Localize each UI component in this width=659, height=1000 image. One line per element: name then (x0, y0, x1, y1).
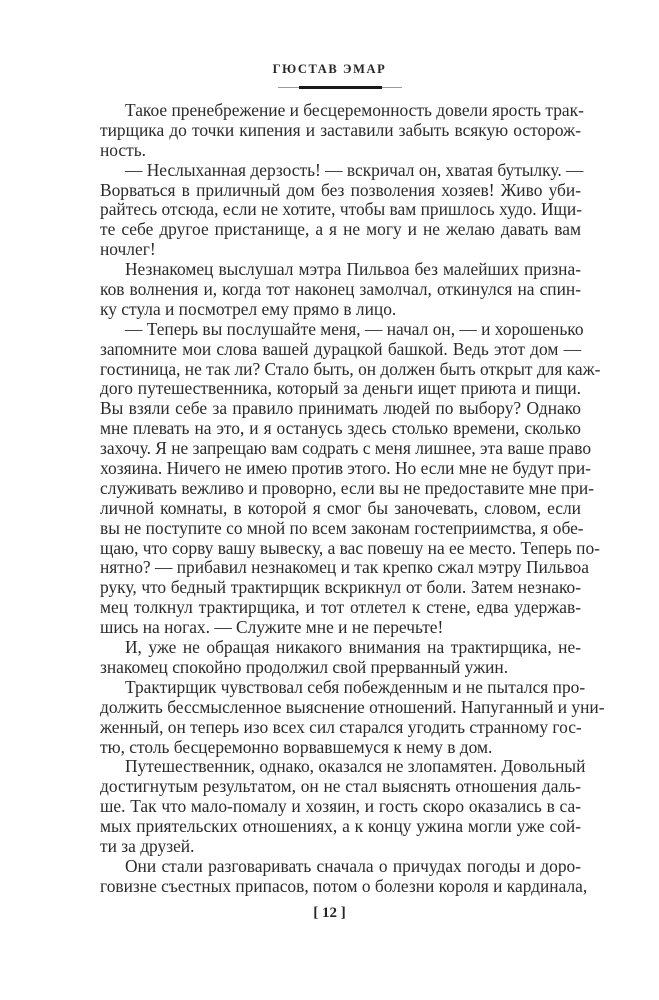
text-line: запомните мои слова вашей дурацкой башкой. Ведь этот дом — (100, 338, 581, 359)
text-line: тю, столь бесцеремонно ворвавшемуся к нему в дом. (100, 736, 493, 757)
text-line: гостиница, не так ли? Стало быть, он должен быть открыт для каж- (100, 358, 601, 379)
text-line: ков волнения и, когда тот наконец замолчал, откинулся на спин- (100, 279, 581, 300)
text-line: — Теперь вы послушайте меня, — начал он, — и хорошенько (125, 318, 584, 339)
paragraph (100, 855, 588, 897)
text-line: вы не поступите со мной по всем законам гостеприимства, я обе- (100, 517, 584, 538)
text-line: захочу. Я не запрещаю вам содрать с меня лишнее, эта ваше право (100, 438, 592, 459)
text-line: женный, он теперь изо всех сил старался угодить странному гос- (100, 716, 582, 737)
text-line: Незнакомец выслушал мэтра Пильвоа без малейших призна- (125, 259, 581, 280)
paragraph (100, 756, 586, 856)
text-line: — Неслыханная дерзость! — вскричал он, хватая бутылку. — (125, 159, 584, 180)
header-rule-bold (299, 86, 382, 89)
text-line: Ворваться в приличный дом без позволения хозяев! Живо уби- (100, 179, 581, 200)
paragraph (100, 318, 601, 638)
text-line: Путешественник, однако, оказался не злопамятен. Довольный (125, 756, 586, 777)
text-line: личной комнаты, в которой я смог бы заночевать, словом, если (100, 497, 581, 518)
text-line: достигнутым результатом, он не стал выяснять отношения даль- (100, 776, 581, 797)
page-number: [ 12 ] (313, 905, 346, 921)
text-line: шись на ногах. — Служите мне и не перечьте! (100, 617, 444, 638)
paragraph (100, 260, 581, 320)
text-line: Они стали разговаривать сначала о причудах погоды и доро- (125, 855, 581, 876)
text-line: говизне съестных припасов, потом о болезни короля и кардинала, (100, 875, 588, 896)
body-text (100, 100, 605, 897)
text-line: райтесь отсюда, если не хотите, чтобы вам пришлось худо. Ищи- (100, 199, 583, 220)
text-line: ше. Так что мало-помалу и хозяин, и гость скоро оказались в са- (100, 796, 581, 817)
paragraph (100, 638, 581, 678)
text-line: ку стула и посмотрел ему прямо в лицо. (100, 298, 397, 319)
text-line: Такое пренебрежение и бесцеремонность довели ярость трак- (125, 100, 584, 120)
paragraph (100, 100, 584, 161)
text-line: служивать вежливо и проворно, если вы не предоставите мне при- (100, 477, 595, 498)
text-line: ти за друзей. (100, 835, 195, 856)
text-line: щаю, что сорву вашу вывеску, а вас повешу на ее место. Теперь по- (100, 537, 600, 558)
text-line: И, уже не обращая никакого внимания на трактирщика, не- (125, 637, 581, 658)
text-line: мне плевать на это, и я останусь здесь столько времени, сколько (100, 418, 581, 439)
text-line: нятно? — прибавил незнакомец и так крепко сжал мэтру Пильвоа (100, 557, 589, 578)
text-line: руку, что бедный трактирщик вскрикнул от боли. Затем незнако- (100, 577, 581, 598)
text-line: тирщика до точки кипения и заставили забыть всякую осторож- (100, 119, 581, 140)
text-line: знакомец спокойно продолжил свой прерванный ужин. (100, 656, 509, 677)
running-head-author: ГЮСТАВ ЭМАР (272, 62, 387, 76)
text-line: ность. (100, 139, 147, 160)
text-line: мых приятельских отношениях, а к концу ужина могли уже сой- (100, 816, 581, 837)
text-line: Вы взяли себе за правило принимать людей по выбору? Однако (100, 398, 581, 419)
paragraph (100, 676, 605, 758)
text-line: ночлег! (100, 239, 156, 260)
text-line: хозяина. Ничего не имею против этого. Но если мне не будут при- (100, 458, 591, 479)
text-line: дого путешественника, который за деньги ищет приюта и пищи. (100, 378, 581, 399)
text-line: должить бессмысленное выяснение отношений. Напуганный и уни- (100, 696, 605, 717)
text-line: те себе другое пристанище, а я не могу и не желаю давать вам (100, 219, 581, 240)
paragraph (100, 159, 584, 260)
text-line: мец толкнул трактирщика, и тот отлетел к стене, едва удержав- (100, 597, 581, 618)
text-line: Трактирщик чувствовал себя побежденным и не пытался про- (125, 676, 586, 697)
